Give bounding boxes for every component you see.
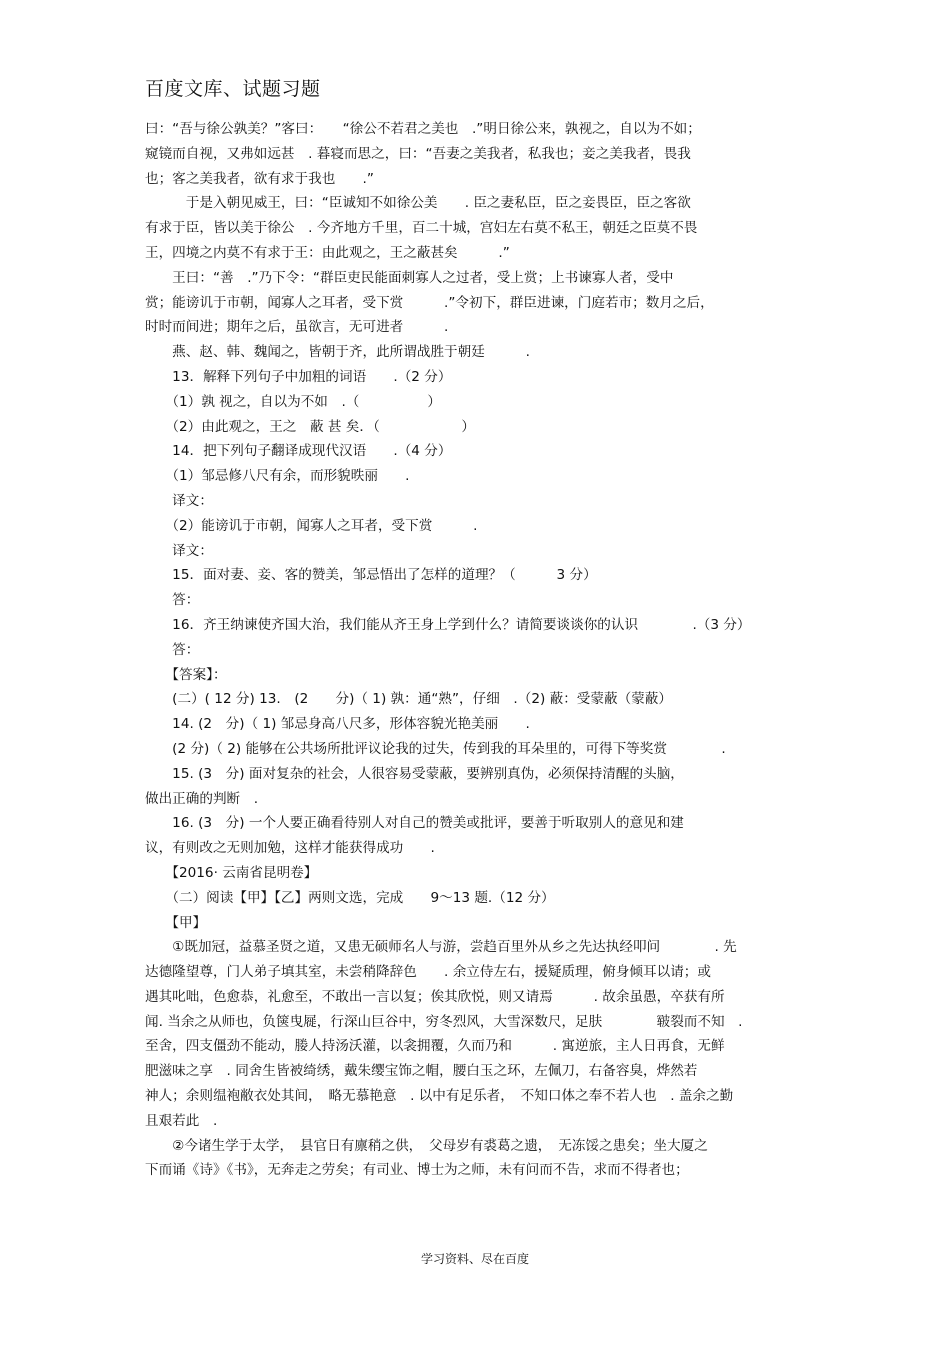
text-line: （2）能谤讥于市朝，闻寡人之耳者，受下赏 . — [145, 517, 478, 534]
text-line: (2 分)（ 2) 能够在公共场所批评议论我的过失，传到我的耳朵里的，可得下等奖赏 . — [145, 740, 726, 757]
text-line: 16．齐王纳谏使齐国大治，我们能从齐王身上学到什么？请简要谈谈你的认识 .（3 分） — [145, 616, 751, 633]
text-line: 时时而间进；期年之后，虽欲言，无可进者 . — [145, 319, 449, 336]
text-line: 闻. 当余之从师也，负箧曳屣，行深山巨谷中，穷冬烈风，大雪深数尺，足肤 皲裂而不知 . — [145, 1013, 743, 1030]
text-line: 译文： — [145, 542, 213, 559]
text-line: ②今诸生学于太学， 县官日有廪稍之供， 父母岁有裘葛之遗， 无冻馁之患矣；坐大厦之 — [145, 1137, 708, 1154]
text-line: 于是入朝见威王，曰：“臣诚知不如徐公美 . 臣之妻私臣，臣之妾畏臣，臣之客欲 — [145, 195, 691, 212]
text-line: 14．把下列句子翻译成现代汉语 .（4 分） — [145, 443, 452, 460]
text-line: 燕、赵、韩、魏闻之，皆朝于齐，此所谓战胜于朝廷 . — [145, 344, 530, 361]
text-line: 【答案】： — [145, 666, 227, 683]
text-line: (二）( 12 分) 13. (2 分)（ 1) 孰：通“熟”，仔细 .（2) 蔽：受蒙蔽（蒙蔽） — [145, 691, 672, 708]
text-line: 赏；能谤讥于市朝，闻寡人之耳者，受下赏 .”令初下，群臣进谏，门庭若市；数月之后， — [145, 294, 714, 311]
text-line: （1）邹忌修八尺有余，而形貌昳丽 . — [145, 468, 410, 485]
text-line: 达德隆望尊，门人弟子填其室，未尝稍降辞色 . 余立侍左右，援疑质理，俯身倾耳以请；或 — [145, 964, 711, 981]
text-line: 有求于臣，皆以美于徐公 . 今齐地方千里，百二十城，宫妇左右莫不私王，朝廷之臣莫不畏 — [145, 220, 698, 237]
text-line: ①既加冠，益慕圣贤之道，又患无硕师名人与游，尝趋百里外从乡之先达执经叩问 . 先 — [145, 939, 737, 956]
text-line: 也；客之美我者，欲有求于我也 .” — [145, 170, 374, 187]
text-line: 神人；余则缊袍敝衣处其间， 略无慕艳意 . 以中有足乐者， 不知口体之奉不若人也 . 盖余之勤 — [145, 1088, 734, 1105]
text-line: 且艰若此 . — [145, 1112, 218, 1129]
text-line: （2）由此观之，王之 蔽 甚 矣．（ ） — [145, 418, 475, 435]
text-line: （二）阅读【甲】【乙】两则文选，完成 9～13 题.（12 分） — [145, 889, 555, 906]
document-body — [145, 117, 815, 1183]
text-line: 曰：“吾与徐公孰美？”客曰： “徐公不若君之美也 .”明日徐公来，孰视之，自以为不如； — [145, 121, 701, 137]
text-line: 【甲】 — [145, 914, 207, 931]
text-line: 肥滋味之享 . 同舍生皆被绮绣，戴朱缨宝饰之帽，腰白玉之环，左佩刀，右备容臭，烨然若 — [145, 1063, 698, 1080]
text-line: 王，四境之内莫不有求于王：由此观之，王之蔽甚矣 .” — [145, 244, 510, 261]
text-line: 至舍，四支僵劲不能动，媵人持汤沃灌，以衾拥覆，久而乃和 . 寓逆旅，主人日再食，无鲜 — [145, 1038, 725, 1055]
text-line: （1）孰 视之，自以为不如 .（ ） — [145, 393, 441, 410]
text-line: 【2016· 云南省昆明卷】 — [145, 864, 318, 881]
text-line: 窥镜而自视，又弗如远甚 . 暮寝而思之，曰：“吾妻之美我者，私我也；妾之美我者，畏我 — [145, 145, 691, 162]
text-line: 译文： — [145, 492, 213, 509]
page-footer: 学习资料、尽在百度 — [420, 1252, 529, 1266]
text-line: 遇其叱咄，色愈恭，礼愈至，不敢出一言以复；俟其欣悦，则又请焉 . 故余虽愚，卒获有所 — [145, 988, 725, 1005]
text-line: 14. (2 分)（ 1) 邹忌身高八尺多，形体容貌光艳美丽 . — [145, 716, 530, 733]
text-line: 下而诵《诗》《书》，无奔走之劳矣；有司业、博士为之师，未有问而不告，求而不得者也； — [145, 1162, 689, 1179]
text-line: 15．面对妻、妾、客的赞美，邹忌悟出了怎样的道理？（ 3 分） — [145, 567, 597, 584]
text-line: 王曰：“善 .”乃下令：“群臣吏民能面刺寡人之过者，受上赏；上书谏寡人者，受中 — [145, 269, 674, 286]
text-line: 13．解释下列句子中加粗的词语 .（2 分） — [145, 368, 452, 385]
text-line: 做出正确的判断 . — [145, 790, 259, 807]
text-line: 答： — [145, 592, 200, 609]
page-header-title: 百度文库、试题习题 — [145, 78, 321, 100]
text-line: 答： — [145, 641, 200, 658]
text-line: 议，有则改之无则加勉，这样才能获得成功 . — [145, 840, 435, 857]
text-line: 16. (3 分) 一个人要正确看待别人对自己的赞美或批评，要善于听取别人的意见和建 — [145, 815, 684, 832]
text-line: 15. (3 分) 面对复杂的社会，人很容易受蒙蔽，要辨别真伪，必须保持清醒的头脑， — [145, 765, 684, 782]
